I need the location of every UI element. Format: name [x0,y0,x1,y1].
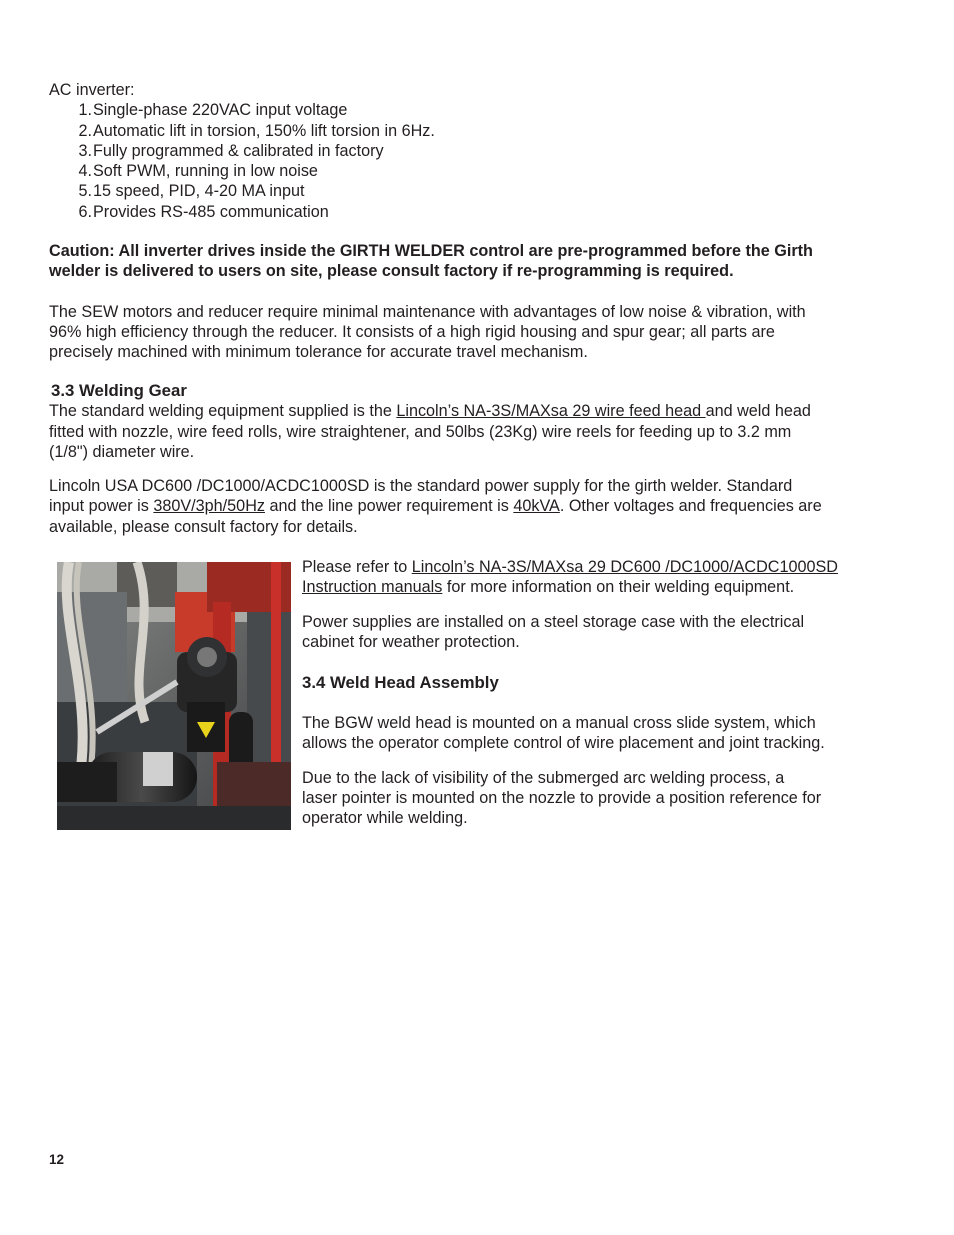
link-lincoln-manuals[interactable]: Lincoln’s NA-3S/MAXsa 29 DC600 /DC1000/ACDC1000SD [411,558,838,576]
link-instruction-manuals[interactable]: Instruction manuals [302,578,443,596]
weld-head-photo [57,562,291,830]
text-run: . Other voltages and frequencies are [559,497,822,515]
sew-paragraph-line: The SEW motors and reducer require minimal maintenance with advantages of low noise & vibration, with [49,303,806,321]
link-power-requirement[interactable]: 40kVA [513,497,560,515]
link-input-power[interactable]: 380V/3ph/50Hz [153,497,265,515]
list-number: 1. [78,101,92,119]
storage-paragraph-line: Power supplies are installed on a steel storage case with the electrical [302,613,805,631]
text-run: for more information on their welding equipment. [442,578,795,596]
refer-paragraph-line [302,577,794,598]
laser-paragraph-line: laser pointer is mounted on the nozzle to provide a position reference for [302,789,822,807]
weld-head-paragraph-line: allows the operator complete control of wire placement and joint tracking. [302,734,825,752]
laser-paragraph-line: Due to the lack of visibility of the submerged arc welding process, a [302,769,785,787]
welding-gear-paragraph-line: (1/8") diameter wire. [49,443,195,461]
laser-paragraph-line: operator while welding. [302,809,468,827]
weld-head-photo-illustration [57,562,291,830]
list-text: Single-phase 220VAC input voltage [93,101,348,119]
list-text: 15 speed, PID, 4-20 MA input [93,182,305,200]
section-heading-weld-head-assembly: 3.4 Weld Head Assembly [302,673,499,692]
page-number: 12 [49,1152,65,1167]
section-heading-welding-gear: 3.3 Welding Gear [51,381,187,400]
text-run: and the line power requirement is [264,497,514,515]
list-number: 6. [78,203,92,221]
welding-gear-paragraph-line: fitted with nozzle, wire feed rolls, wire straightener, and 50lbs (23Kg) wire reels for feeding up to 3.2 mm [49,423,792,441]
list-number: 2. [78,122,92,140]
list-text: Fully programmed & calibrated in factory [93,142,384,160]
sew-paragraph-line: 96% high efficiency through the reducer. It consists of a high rigid housing and spur gear; all parts are [49,323,775,341]
text-run: Please refer to [302,558,412,576]
welding-gear-paragraph-line [49,401,811,422]
inverter-heading: AC inverter: [49,81,135,99]
power-supply-paragraph-line [49,496,822,517]
list-number: 5. [78,182,92,200]
caution-line: Caution: All inverter drives inside the GIRTH WELDER control are pre-programmed before the Girth [49,242,813,260]
sew-paragraph-line: precisely machined with minimum tolerance for accurate travel mechanism. [49,343,588,361]
list-text: Soft PWM, running in low noise [93,162,318,180]
list-text: Provides RS-485 communication [93,203,329,221]
text-run: input power is [49,497,154,515]
list-text: Automatic lift in torsion, 150% lift torsion in 6Hz. [93,122,435,140]
text-run: and weld head [705,402,811,420]
weld-head-paragraph-line: The BGW weld head is mounted on a manual cross slide system, which [302,714,816,732]
caution-line: welder is delivered to users on site, please consult factory if re-programming is required. [49,262,734,280]
link-wire-feed-head[interactable]: Lincoln’s NA-3S/MAXsa 29 wire feed head [396,402,706,420]
list-number: 3. [78,142,92,160]
refer-paragraph-line [302,557,838,578]
power-supply-paragraph-line: Lincoln USA DC600 /DC1000/ACDC1000SD is the standard power supply for the girth welder. Standard [49,477,793,495]
list-number: 4. [78,162,92,180]
storage-paragraph-line: cabinet for weather protection. [302,633,520,651]
power-supply-paragraph-line: available, please consult factory for details. [49,518,358,536]
text-run: The standard welding equipment supplied is the [49,402,397,420]
